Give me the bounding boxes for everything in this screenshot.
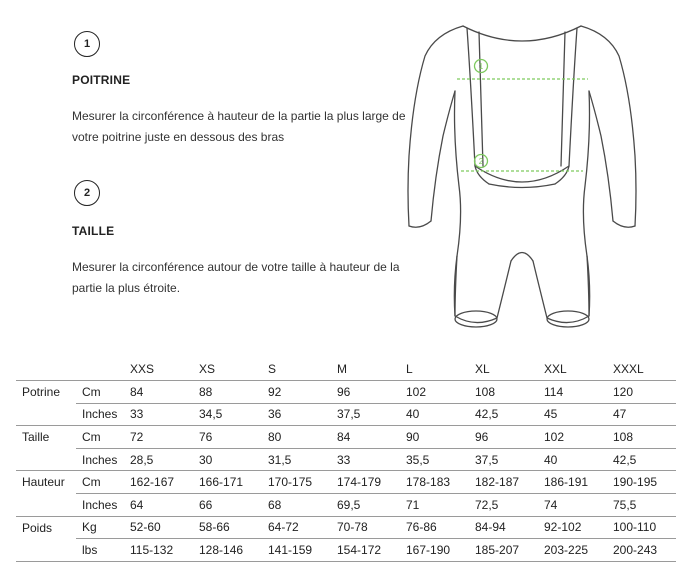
table-cell: 36: [262, 403, 331, 426]
table-row: [16, 403, 676, 426]
table-cell: 47: [607, 403, 676, 426]
table-cell: 33: [331, 448, 400, 471]
right-strap: [555, 28, 577, 184]
size-label: XXXL: [613, 362, 644, 376]
unit-label: Inches: [76, 448, 124, 471]
table-cell: 69,5: [331, 493, 400, 516]
table-cell: 42,5: [607, 448, 676, 471]
table-cell: 31,5: [262, 448, 331, 471]
table-cell: 72,5: [469, 493, 538, 516]
table-cell: 84-94: [469, 516, 538, 539]
table-cell: 174-179: [331, 471, 400, 494]
right-cuff: [613, 221, 635, 227]
bib-front-inner: [489, 184, 555, 188]
unit-label: Cm: [76, 471, 124, 494]
group-name: Poids: [16, 516, 76, 539]
table-row: [16, 539, 676, 562]
table-cell: 141-159: [262, 539, 331, 562]
table-cell: 203-225: [538, 539, 607, 562]
table-cell: 75,5: [607, 493, 676, 516]
unit-label: Inches: [76, 403, 124, 426]
table-cell: 108: [607, 426, 676, 449]
bib-shorts-figure: [405, 16, 640, 341]
table-cell: 66: [193, 493, 262, 516]
right-arm-inner: [589, 91, 613, 221]
table-row: [16, 516, 676, 539]
table-cell: 185-207: [469, 539, 538, 562]
table-cell: 30: [193, 448, 262, 471]
table-cell: 102: [538, 426, 607, 449]
table-cell: 71: [400, 493, 469, 516]
table-cell: 80: [262, 426, 331, 449]
left-cuff: [409, 221, 431, 227]
table-cell: 76: [193, 426, 262, 449]
unit-label: Kg: [76, 516, 124, 539]
table-cell: 178-183: [400, 471, 469, 494]
step-2-text-line-2: partie la plus étroite.: [72, 281, 181, 295]
table-cell: 190-195: [607, 471, 676, 494]
table-cell: 58-66: [193, 516, 262, 539]
step-1-text-line-1: Mesurer la circonférence à hauteur de la partie la plus large de: [72, 109, 406, 123]
right-strap-inner: [561, 32, 565, 166]
unit-label: Cm: [76, 426, 124, 449]
table-row: [16, 426, 676, 449]
bib-front: [475, 166, 569, 182]
step-1-description: [72, 106, 406, 148]
table-cell: 34,5: [193, 403, 262, 426]
chest-marker-label: 1: [478, 62, 484, 71]
table-row: [16, 448, 676, 471]
table-row: [16, 493, 676, 516]
table-row: [16, 471, 676, 494]
table-cell: 182-187: [469, 471, 538, 494]
table-cell: 68: [262, 493, 331, 516]
size-label: L: [406, 362, 413, 376]
step-1-title: POITRINE: [72, 73, 131, 87]
size-label: S: [268, 362, 277, 376]
left-strap-inner: [479, 32, 483, 166]
table-cell: 96: [469, 426, 538, 449]
table-cell: 42,5: [469, 403, 538, 426]
table-cell: 72: [124, 426, 193, 449]
table-cell: 45: [538, 403, 607, 426]
size-header-row: [16, 358, 676, 381]
table-cell: 64: [124, 493, 193, 516]
table-cell: 96: [331, 381, 400, 404]
unit-label: lbs: [76, 539, 124, 562]
table-cell: 40: [400, 403, 469, 426]
step-1-circle: 1: [74, 31, 100, 57]
table-cell: 37,5: [469, 448, 538, 471]
size-label: XL: [475, 362, 490, 376]
table-cell: 162-167: [124, 471, 193, 494]
table-cell: 90: [400, 426, 469, 449]
table-cell: 102: [400, 381, 469, 404]
step-2-circle: 2: [74, 180, 100, 206]
group-name: Hauteur: [16, 471, 76, 494]
table-cell: 186-191: [538, 471, 607, 494]
table-cell: 154-172: [331, 539, 400, 562]
step-1-text-line-2: votre poitrine juste en dessous des bras: [72, 130, 285, 144]
table-cell: 92-102: [538, 516, 607, 539]
size-label: XXL: [544, 362, 567, 376]
table-cell: 100-110: [607, 516, 676, 539]
table-cell: 74: [538, 493, 607, 516]
step-2-text-line-1: Mesurer la circonférence autour de votre taille à hauteur de la: [72, 260, 400, 274]
size-label: XS: [199, 362, 216, 376]
table-cell: 64-72: [262, 516, 331, 539]
table-cell: 92: [262, 381, 331, 404]
left-arm-inner: [431, 91, 455, 221]
size-chart-table: [16, 358, 676, 562]
unit-label: Cm: [76, 381, 124, 404]
size-label: M: [337, 362, 347, 376]
table-cell: 114: [538, 381, 607, 404]
table-cell: 115-132: [124, 539, 193, 562]
size-label: XXS: [130, 362, 155, 376]
unit-label: Inches: [76, 493, 124, 516]
group-name: Potrine: [16, 381, 76, 404]
step-2-description: [72, 257, 400, 299]
waist-marker-label: 2: [478, 157, 484, 166]
table-cell: 70-78: [331, 516, 400, 539]
table-cell: 108: [469, 381, 538, 404]
table-cell: 88: [193, 381, 262, 404]
step-2-title: TAILLE: [72, 224, 115, 238]
table-cell: 84: [331, 426, 400, 449]
table-cell: 120: [607, 381, 676, 404]
table-cell: 170-175: [262, 471, 331, 494]
table-cell: 200-243: [607, 539, 676, 562]
table-cell: 33: [124, 403, 193, 426]
neck-outline: [463, 26, 581, 41]
table-cell: 40: [538, 448, 607, 471]
table-cell: 52-60: [124, 516, 193, 539]
crotch-outline: [511, 253, 533, 262]
table-cell: 35,5: [400, 448, 469, 471]
group-name: Taille: [16, 426, 76, 449]
table-cell: 167-190: [400, 539, 469, 562]
table-cell: 166-171: [193, 471, 262, 494]
table-cell: 84: [124, 381, 193, 404]
table-row: [16, 381, 676, 404]
table-cell: 76-86: [400, 516, 469, 539]
table-cell: 37,5: [331, 403, 400, 426]
table-cell: 28,5: [124, 448, 193, 471]
table-cell: 128-146: [193, 539, 262, 562]
